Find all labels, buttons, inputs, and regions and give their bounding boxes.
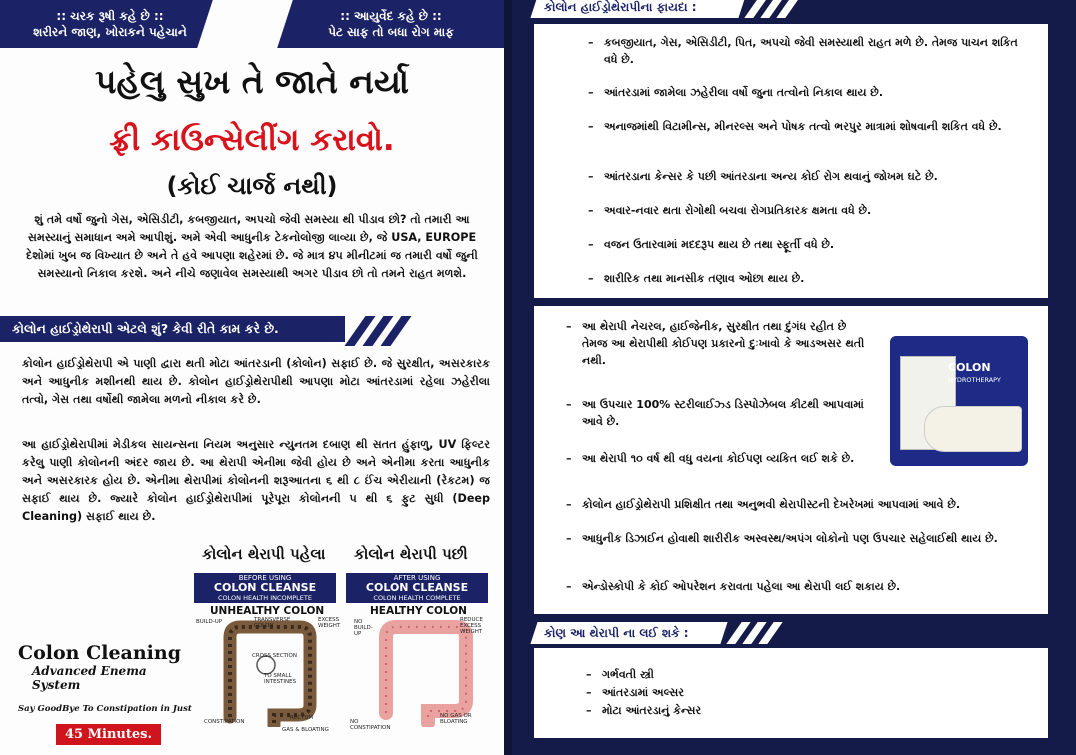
section-stripes: [345, 316, 405, 342]
charak-quote-line2: શરીરને જાણ, ખોરાકને પહેચાને: [33, 25, 187, 39]
rectum-label: RECTUM: [290, 715, 314, 721]
ayurveda-quote: [286, 8, 496, 40]
ayurveda-quote-line2: પેટ સાફ તો બધા રોગ માફ: [328, 25, 454, 39]
excess-weight-label: EXCESS WEIGHT: [318, 617, 341, 629]
gas-bloating-label: GAS & BLOATING: [282, 727, 329, 733]
colon-comparison: [194, 545, 494, 755]
after-badge-line3: COLON HEALTH COMPLETE: [373, 594, 461, 602]
list-item: – આંતરડાના કેન્સર કે પછી આંતરડાના અન્ય કોઈ રોગ થવાનું જોખમ ઘટે છે.: [604, 168, 938, 185]
device-logo-title: COLON: [948, 361, 991, 374]
list-item: – કોલોન હાઈડ્રોથેરાપી પ્રશિક્ષીત તથા અનુભવી થેરાપીસ્ટની દેખરેખમાં આપવામાં આવે છે.: [582, 496, 1042, 513]
cross-section-label: CROSS SECTION: [252, 653, 297, 659]
after-title: કોલોન થેરાપી પછી: [354, 545, 468, 563]
benefits-panel: [534, 24, 1048, 298]
benefits-title: કોલોન હાઈડ્રોથેરાપીના ફાયદા :: [544, 0, 697, 14]
no-constipation-label: NO CONSTIPATION: [350, 719, 391, 731]
benefits-header: [530, 0, 745, 18]
hydrotherapy-device-image: [890, 336, 1028, 466]
intro-paragraph: શું તમે વર્ષો જુનો ગેસ, એસિડીટી, કબજીયાત, અપચો જેવી સમસ્યા થી પીડાવ છો? તો તમારી આ સમસ્યાનું સમાધાન અમે આપીશું. અમે એવી આધુનીક ટેકનોલોજી લાવ્યા છે, જે USA, EUROPE દેશોમાં ખુબ જ વિખ્યાત છે અને તે હવે આપણા શહેરમાં છે. જે માત્ર ૪૫ મીનીટમાં જ તમારી વર્ષો જુની સમસ્યાનો નિકાલ કરશે. અને નીચે જણાવેલ સમસ્યાથી અગર પીડાવ છો તો તમને રાહત મળશે.: [26, 213, 478, 280]
before-title: કોલોન થેરાપી પહેલા: [202, 545, 326, 563]
section-what-is-hydrotherapy: [0, 316, 345, 342]
free-counselling-heading: ફ્રી કાઉન્સેલીંગ કરાવો.: [109, 122, 395, 158]
unhealthy-colon-illustration: [208, 617, 332, 727]
healthy-colon-label: HEALTHY COLON: [370, 605, 467, 617]
left-page: [0, 0, 504, 755]
not-for-title: કોણ આ થેરાપી ના લઈ શકે :: [544, 626, 689, 640]
list-item: – એન્ડોસ્કોપી કે કોઈ ઓપરેશન કરાવતા પહેલા આ થેરાપી લઈ શકાય છે.: [582, 578, 1022, 595]
list-item: – આ ઉપચાર 100% સ્ટરીલાઈઝ્ડ ડિસ્પોઝેબલ કીટથી આપવામાં આવે છે.: [582, 396, 872, 430]
buildup-label: BUILD-UP: [196, 619, 223, 625]
hydrotherapy-paragraph-2: આ હાઈડ્રોથેરાપીમાં મેડીકલ સાયન્સના નિયમ અનુસાર ન્યુનતમ દબાણ થી સતત હુંફાળુ, UV ફિલ્ટર કરેલુ પાણી કોલોનની અંદર જાય છે. આ થેરાપી એનીમા જેવી હોય છે અને એનીમા કરતા આધુનીક અને અસરકારક હોય છે. એનીમા થેરાપીમાં કોલોનની શરૂઆતના ૬ થી ૮ ઈંચ એરીયાની (રેકટમ) જ સફાઈ થાય છે. જ્યારે કોલોન હાઈડ્રોથેરાપીમાં પૂરેપૂરા કોલોનની ૫ થી ૬ ફુટ સુધી (Deep Cleaning) સફાઈ થાય છે.: [22, 438, 490, 523]
after-badge-line1: AFTER USING: [393, 574, 441, 582]
device-logo: [948, 362, 1001, 386]
benefits-stripes: [748, 0, 798, 18]
constipation-label: CONSTIPATION: [204, 719, 245, 725]
brand-tagline: Say GoodBye To Constipation in Just: [18, 704, 192, 714]
reduce-weight-label: REDUCE EXCESS WEIGHT: [460, 617, 483, 635]
list-item: – અનાજમાંથી વિટામીન્સ, મીનરલ્સ અને પોષક તત્વો ભરપુર માત્રામાં શોષવાની શકિત વધે છે.: [604, 118, 1002, 135]
before-badge-line1: BEFORE USING: [238, 574, 292, 582]
list-item: – કબજીયાત, ગેસ, એસિડીટી, પિત, અપચો જેવી સમસ્યાથી રાહત મળે છે. તેમજ પાચન શકિત વધે છે.: [604, 34, 1034, 68]
list-item: – આ થેરાપી ૧૦ વર્ષ થી વધુ વયના કોઈપણ વ્યકિત લઈ શકે છે.: [582, 450, 872, 467]
no-charge-heading: (કોઈ ચાર્જ નથી): [166, 172, 338, 200]
list-item: – આ થેરાપી નેચરલ, હાઈજેનીક, સુરક્ષીત તથા દુંગંધ રહીત છે તેમજ આ થેરાપીથી કોઈપણ પ્રકારનો દુઃખાવો કે આડઅસર થતી નથી.: [582, 318, 872, 369]
colon-cleaning-brand: [18, 642, 193, 745]
not-for-stripes: [730, 622, 780, 644]
duration-badge: 45 Minutes.: [56, 724, 161, 745]
no-gas-label: NO GAS OR BLOATING: [440, 713, 472, 725]
brand-title: Colon Cleaning: [18, 642, 181, 664]
main-heading: પહેલુ સુખ તે જાતે નર્યા: [95, 62, 409, 101]
device-bed: [924, 406, 1022, 452]
before-badge-line3: COLON HEALTH INCOMPLETE: [218, 594, 312, 602]
after-badge: [346, 573, 488, 603]
list-item: – આધુનીક ડિઝાઈન હોવાથી શારીરીક અસ્વસ્થ/અપંગ લોકોનો પણ ઉપચાર સહેલાઈથી થાય છે.: [582, 530, 1002, 547]
not-for-panel: [534, 648, 1048, 738]
charak-quote: [10, 8, 210, 40]
after-badge-line2: COLON CLEANSE: [365, 581, 469, 594]
before-badge-line2: COLON CLEANSE: [213, 581, 317, 594]
device-logo-subtitle: HYDROTHERAPY: [948, 376, 1001, 384]
list-item: – શારીરિક તથા માનસીક તણાવ ઓછા થાય છે.: [604, 270, 804, 287]
unhealthy-colon-label: UNHEALTHY COLON: [210, 605, 325, 617]
top-banner: [0, 0, 504, 48]
list-item: – મોટા આંતરડાનું કેન્સર: [602, 702, 701, 719]
list-item: – આંતરડામાં અલ્સર: [602, 684, 684, 701]
features-panel: [534, 306, 1048, 614]
list-item: – આંતરડામાં જામેલા ઝહેરીલા વર્ષો જુના તત્વોનો નિકાલ થાય છે.: [604, 84, 883, 101]
no-buildup-label: NO BUILD-UP: [354, 619, 373, 637]
not-for-header: [530, 622, 727, 644]
before-badge: [194, 573, 336, 603]
list-item: – અવાર-નવાર થતા રોગોથી બચવા રોગપ્રતિકારક ક્ષમતા વધે છે.: [604, 202, 871, 219]
section-title: કોલોન હાઈડ્રોથેરાપી એટલે શું? કેવી રીતે કામ કરે છે.: [12, 321, 279, 336]
right-page: [512, 0, 1076, 755]
list-item: – ગર્ભવતી સ્ત્રી: [602, 666, 654, 683]
charak-quote-line1: :: ચરક રૂષી કહે છે ::: [56, 9, 164, 23]
hydrotherapy-paragraph-1: કોલોન હાઈડ્રોથેરાપી એ પાણી દ્વારા થતી મોટા આંતરડાની (કોલોન) સફાઈ છે. જે સુરક્ષીત, અસરકારક અને આધુનીક મશીનથી થાય છે. કોલોન હાઈડ્રોથેરાપીથી આપણા મોટા આંતરડામાં રહેલા ઝહેરીલા તત્વો, ગેસ તથા વર્ષોથી જામેલા મળનો નીકાલ કરે છે.: [22, 357, 490, 406]
list-item: – વજન ઉતારવામાં મદદરૂપ થાય છે તથા સ્ફૂર્તી વધે છે.: [604, 236, 834, 253]
transverse-label: TRANSVERSE COLON: [254, 617, 291, 629]
brand-subtitle: Advanced Enema System: [32, 664, 147, 692]
ayurveda-quote-line1: :: આયુર્વેદ કહે છે ::: [340, 9, 442, 23]
banner-divider: [197, 0, 293, 48]
small-intestine-label: TO SMALL INTESTINES: [264, 673, 297, 685]
